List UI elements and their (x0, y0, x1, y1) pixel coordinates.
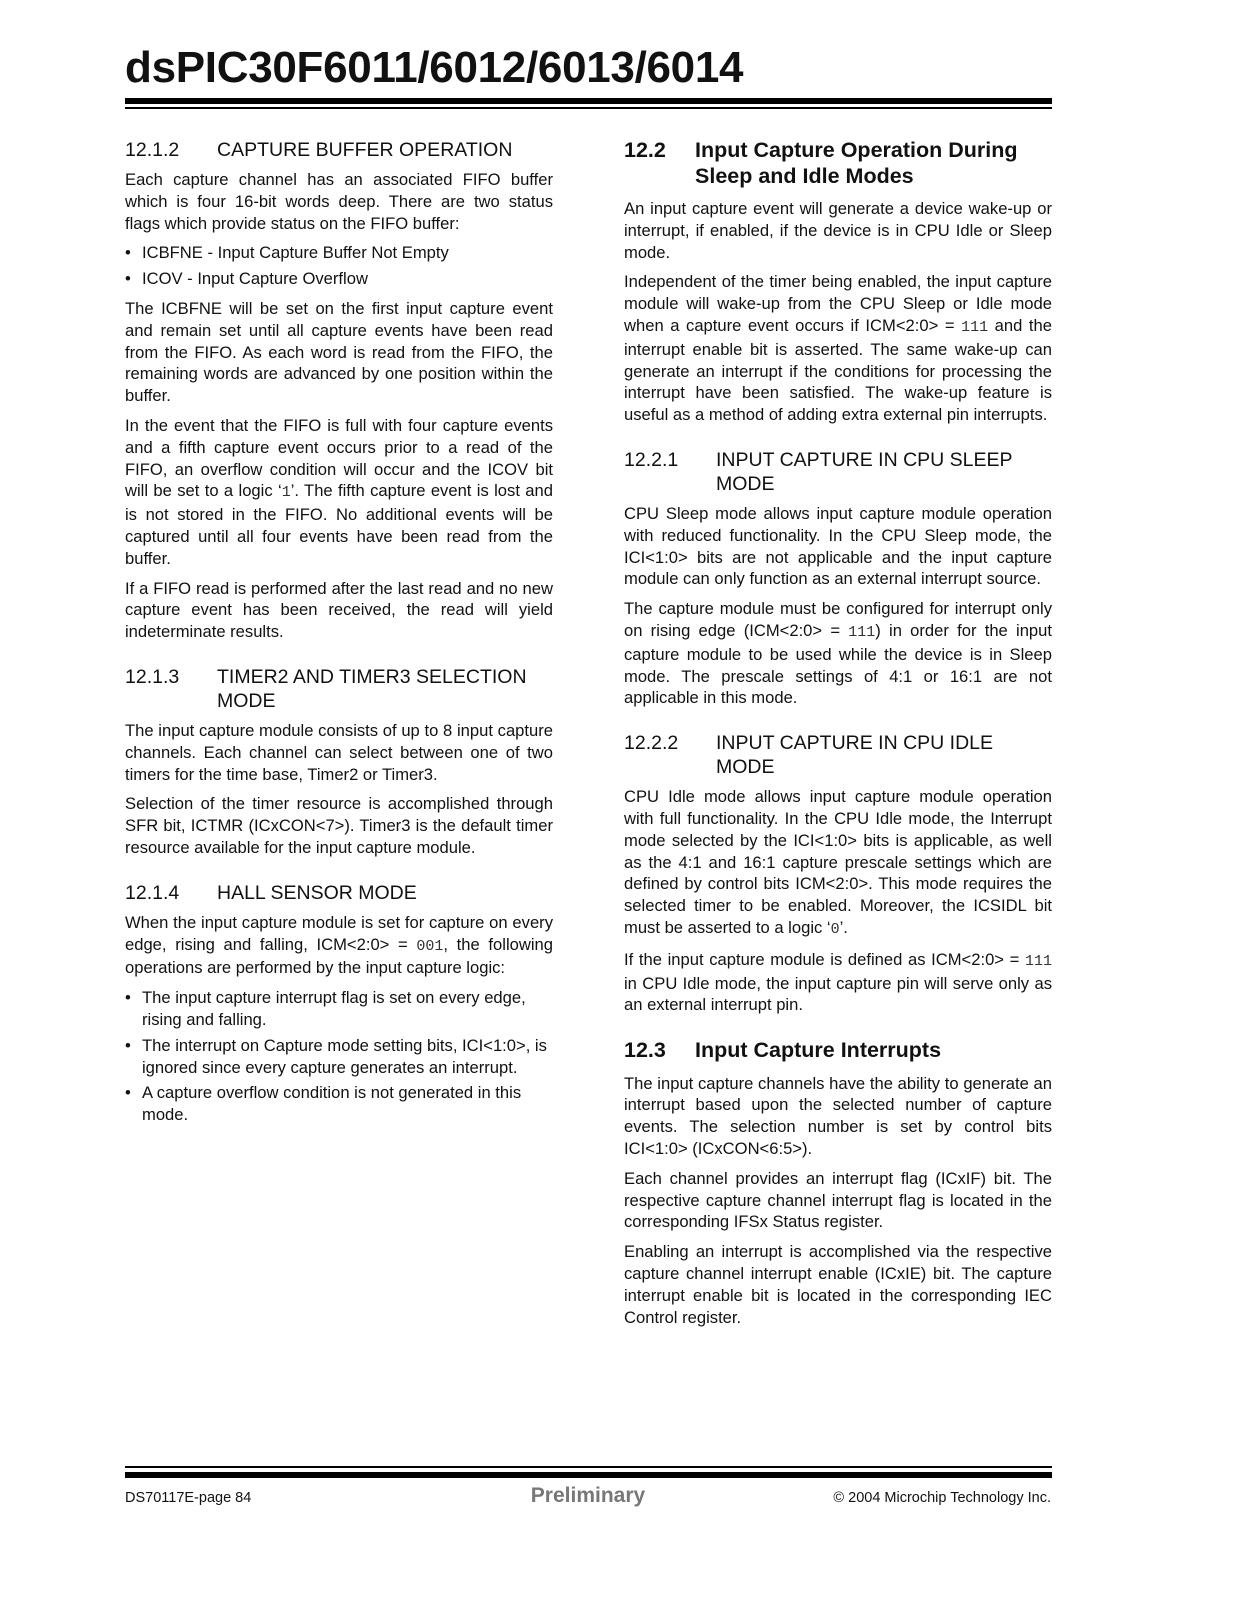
document-title: dsPIC30F6011/6012/6013/6014 (125, 43, 744, 92)
header-rule-thick (125, 98, 1052, 104)
list-item: • The input capture interrupt flag is set on every edge, rising and falling. (125, 987, 553, 1031)
code-value: 111 (1024, 952, 1052, 970)
section-title: Input Capture Interrupts (695, 1038, 942, 1063)
list-item: • The interrupt on Capture mode setting bits, ICI<1:0>, is ignored since every capture generates an interrupt. (125, 1035, 553, 1079)
paragraph: Each channel provides an interrupt flag (ICxIF) bit. The respective capture channel interrupt flag is located in the corresponding IFSx Status register. (624, 1168, 1052, 1232)
paragraph (624, 598, 1052, 709)
footer-status: Preliminary (530, 1484, 646, 1507)
text-run: and the interrupt enable bit is asserted. The same wake-up can generate an interrupt if the conditions for processing the interrupt have been satisfied. The wake-up feature is useful as a method of adding extra external pin interrupts. (624, 315, 1052, 425)
section-title: TIMER2 AND TIMER3 SELECTION MODE (217, 665, 527, 712)
section-heading-12-1-3 (125, 665, 553, 713)
text-run: ’. (839, 917, 848, 937)
paragraph: An input capture event will generate a device wake-up or interrupt, if enabled, if the device is in CPU Idle or Sleep mode. (624, 199, 1052, 262)
section-number: 12.2.1 (624, 448, 679, 471)
right-column (624, 138, 1052, 1336)
text-run: in CPU Idle mode, the input capture pin will serve only as an external interrupt pin. (624, 973, 1052, 1015)
paragraph: The input capture channels have the ability to generate an interrupt based upon the selected number of capture events. The selection number is set by control bits ICI<1:0> (ICxCON<6:5>). (624, 1073, 1052, 1158)
footer-copyright: © 2004 Microchip Technology Inc. (833, 1490, 1051, 1506)
section-heading-12-2-2 (624, 731, 1052, 779)
text-run: If the input capture module is defined as ICM<2:0> = (624, 949, 1025, 969)
text-run: When the input capture module is set for capture on every edge, rising and falling, ICM<2:0> = (125, 912, 553, 954)
text-run: ’. The fifth capture event is lost and is not stored in the FIFO. No additional events will be captured until all four events have been read from the buffer. (125, 481, 553, 568)
section-title: CAPTURE BUFFER OPERATION (217, 139, 513, 161)
paragraph (125, 415, 553, 570)
paragraph (624, 786, 1052, 941)
bullet-list (125, 987, 553, 1126)
footer-rule-thick (125, 1472, 1052, 1478)
section-heading-12-1-4 (125, 881, 553, 905)
code-value: 111 (848, 623, 876, 641)
paragraph: If a FIFO read is performed after the last read and no new capture event has been received, the read will yield indeterminate results. (125, 578, 553, 642)
paragraph: Each capture channel has an associated FIFO buffer which is four 16-bit words deep. There are two status flags which provide status on the FIFO buffer: (125, 170, 553, 233)
text-run: The capture module must be configured for interrupt only on rising edge (ICM<2:0> = (624, 599, 1052, 640)
section-number: 12.1.2 (125, 139, 180, 161)
text-run: In the event that the FIFO is full with four capture events and a fifth capture event occurs prior to a read of the FIFO, an overflow condition will occur and the ICOV bit will be set to a logic ‘ (125, 415, 553, 501)
section-number: 12.1.3 (125, 665, 180, 688)
paragraph (125, 912, 553, 979)
section-title: Input Capture Operation During Sleep and Idle Modes (695, 138, 1018, 188)
paragraph (624, 949, 1052, 1016)
list-item: • A capture overflow condition is not generated in this mode. (125, 1082, 553, 1126)
paragraph: Selection of the timer resource is accomplished through SFR bit, ICTMR (ICxCON<7>). Timer3 is the default timer resource available for the input capture module. (125, 794, 553, 857)
list-item: • ICBFNE - Input Capture Buffer Not Empty (125, 242, 553, 264)
text-run: CPU Idle mode allows input capture module operation with full functionality. In the CPU Idle mode, the Interrupt mode selected by the ICI<1:0> bits is applicable, as well as the 4:1 and 16:1 capture prescale settings which are defined by control bits ICM<2:0>. This mode requires the selected timer to be enabled. Moreover, the ICSIDL bit must be asserted to a logic ‘ (624, 787, 1052, 937)
footer-rule-thin (125, 1466, 1052, 1468)
paragraph: The input capture module consists of up to 8 input capture channels. Each channel can select between one of two timers for the time base, Timer2 or Timer3. (125, 720, 553, 784)
code-value: 001 (416, 937, 444, 955)
bullet-list (125, 242, 553, 290)
section-heading-12-2 (624, 138, 1052, 189)
list-item: • ICOV - Input Capture Overflow (125, 268, 553, 290)
section-heading-12-2-1 (624, 448, 1052, 496)
paragraph: Enabling an interrupt is accomplished via the respective capture channel interrupt enable (ICxIE) bit. The capture interrupt enable bit is located in the corresponding IEC Control register. (624, 1242, 1052, 1327)
section-heading-12-3 (624, 1038, 1052, 1064)
code-value: 111 (961, 318, 989, 336)
section-number: 12.2.2 (624, 732, 679, 755)
section-number: 12.1.4 (125, 881, 180, 904)
section-title: HALL SENSOR MODE (217, 881, 417, 904)
paragraph: CPU Sleep mode allows input capture module operation with reduced functionality. In the CPU Sleep mode, the ICI<1:0> bits are not applicable and the input capture module can only function as an external interrupt source. (624, 503, 1052, 589)
text-run: ) in order for the input capture module to be used while the device is in Sleep mode. The prescale settings of 4:1 or 16:1 are not applicable in this mode. (624, 620, 1052, 708)
paragraph (624, 271, 1052, 426)
text-run: Independent of the timer being enabled, the input capture module will wake-up from the CPU Sleep or Idle mode when a capture event occurs if ICM<2:0> = (624, 272, 1052, 335)
header-rule-thin (125, 107, 1052, 109)
paragraph: The ICBFNE will be set on the first input capture event and remain set until all capture events have been read from the FIFO. As each word is read from the FIFO, the remaining words are advanced by one position within the buffer. (125, 298, 553, 406)
section-title: INPUT CAPTURE IN CPU SLEEP MODE (716, 448, 1013, 495)
code-value: 1 (281, 484, 291, 502)
footer-page-number: DS70117E-page 84 (125, 1490, 252, 1506)
text-run: , the following operations are performed by the input capture logic: (125, 934, 553, 978)
code-value: 0 (830, 920, 840, 938)
section-number: 12.3 (624, 1038, 666, 1063)
section-heading-12-1-2 (125, 138, 553, 162)
section-title: INPUT CAPTURE IN CPU IDLE MODE (716, 732, 994, 779)
left-column (125, 138, 553, 1134)
section-number: 12.2 (624, 138, 666, 162)
